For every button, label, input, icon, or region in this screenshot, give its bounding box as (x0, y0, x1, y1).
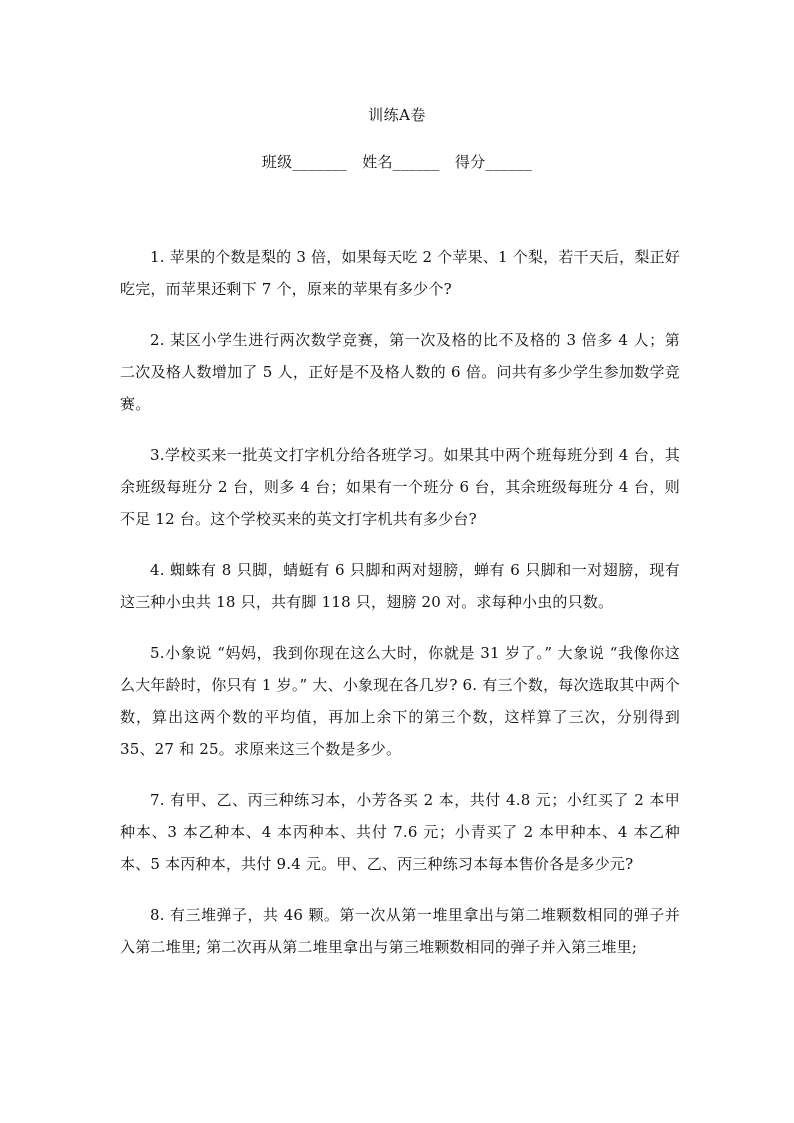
class-field-label: 班级_______ (261, 153, 347, 171)
question-item: 1. 苹果的个数是梨的 3 倍，如果每天吃 2 个苹果、1 个梨，若干天后，梨正好吃完，而苹果还剩下 7 个，原来的苹果有多少个? (120, 248, 680, 298)
question-item: 3.学校买来一批英文打字机分给各班学习。如果其中两个班每班分到 4 台，其余班级每班分 2 台，则多 4 台；如果有一个班分 6 台，其余班级每班分 4 台，则不足 12 台。这个学校买来的英文打字机共有多少台? (120, 446, 680, 528)
page-title: 训练A卷 (368, 106, 426, 124)
question-item: 5.小象说 “妈妈，我到你现在这么大时，你就是 31 岁了。” 大象说 “我像你这么大年龄时，你只有 1 岁。” 大、小象现在各几岁? 6. 有三个数，每次选取其中两个数，算出这两个数的平均值，再加上余下的第三个数，这样算了三次，分别得到 35、27 和 25。求原来这三个数是多少。 (120, 644, 680, 758)
question-list (120, 241, 680, 982)
question-item: 8. 有三堆弹子，共 46 颗。第一次从第一堆里拿出与第二堆颗数相同的弹子并入第二堆里; 第二次再从第二堆里拿出与第三堆颗数相同的弹子并入第三堆里; (120, 906, 680, 956)
question-item: 2. 某区小学生进行两次数学竞赛，第一次及格的比不及格的 3 倍多 4 人；第二次及格人数增加了 5 人，正好是不及格人数的 6 倍。问共有多少学生参加数学竞赛。 (120, 331, 680, 413)
question-item: 4. 蜘蛛有 8 只脚，蜻蜓有 6 只脚和两对翅膀，蝉有 6 只脚和一对翅膀，现有这三种小虫共 18 只，共有脚 118 只，翅膀 20 对。求每种小虫的只数。 (120, 561, 680, 611)
name-field-label: 姓名______ (362, 153, 440, 171)
question-item: 7. 有甲、乙、丙三种练习本，小芳各买 2 本，共付 4.8 元；小红买了 2 本甲种本、3 本乙种本、4 本丙种本、共付 7.6 元；小青买了 2 本甲种本、4 本乙种本、5 本丙种本，共付 9.4 元。甲、乙、丙三种练习本每本售价各是多少元? (120, 791, 680, 873)
student-info-line (0, 151, 794, 172)
score-field-label: 得分______ (454, 153, 533, 171)
